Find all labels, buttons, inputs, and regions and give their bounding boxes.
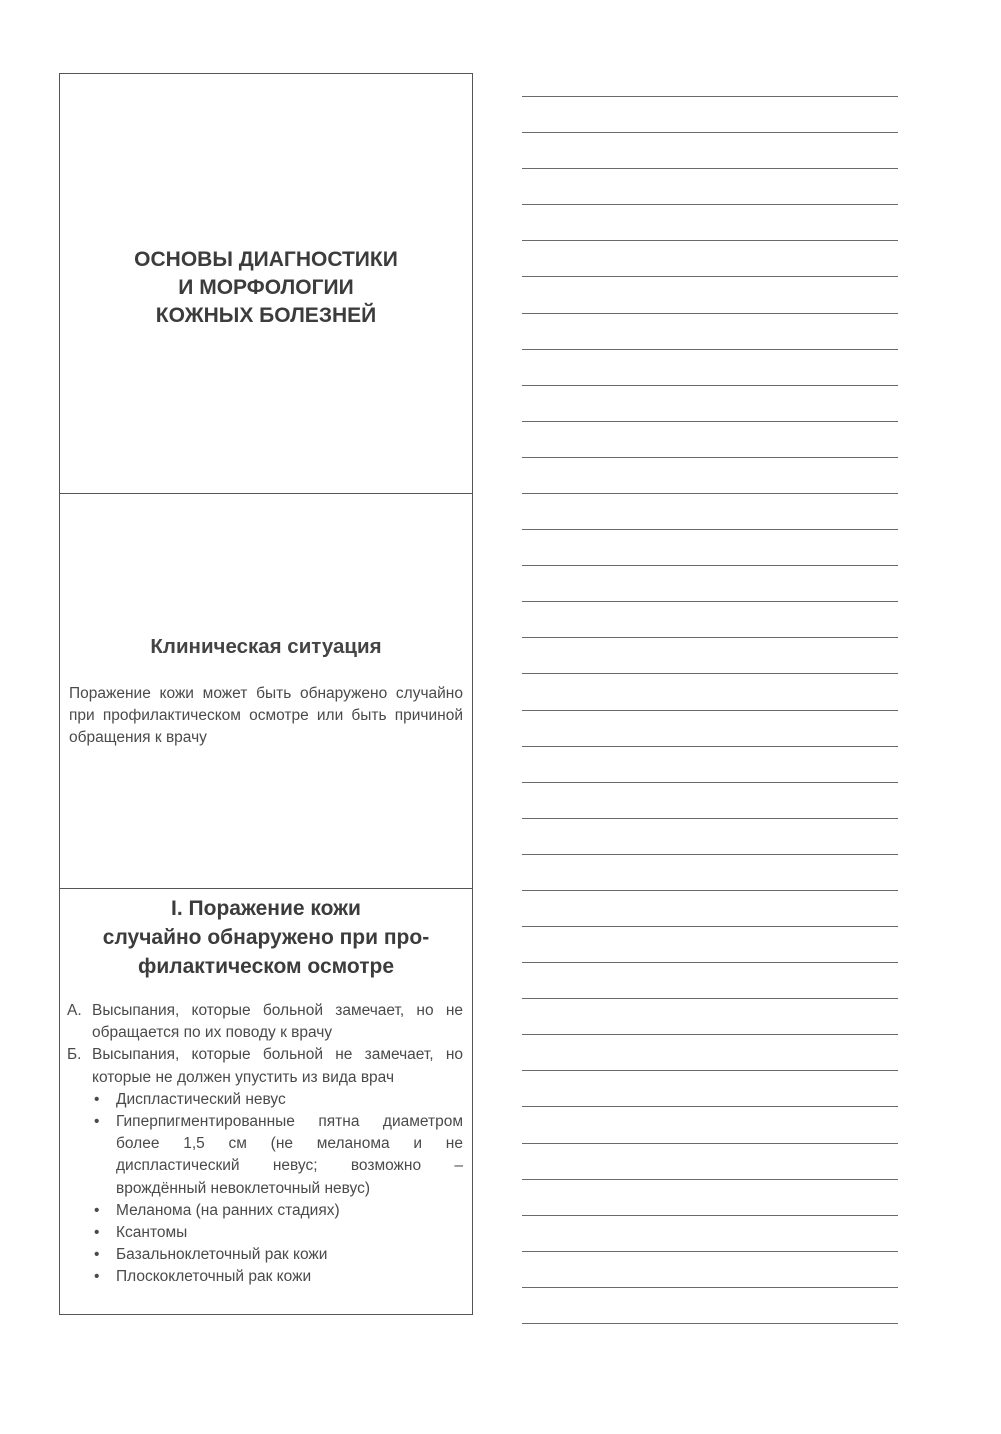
note-line xyxy=(522,565,898,566)
note-line xyxy=(522,1034,898,1035)
note-line xyxy=(522,313,898,314)
note-line xyxy=(522,1215,898,1216)
note-line xyxy=(522,276,898,277)
section-heading-line-1: I. Поражение кожи xyxy=(171,897,361,920)
list-item-b xyxy=(67,1044,463,1088)
note-line xyxy=(522,385,898,386)
note-line xyxy=(522,1143,898,1144)
note-line xyxy=(522,890,898,891)
bullet-icon: • xyxy=(94,1246,100,1264)
bullet-icon: • xyxy=(94,1090,100,1108)
title-card xyxy=(59,73,473,494)
bullet-text: Ксантомы xyxy=(116,1224,188,1242)
bullet-text: Плоскоклеточный рак кожи xyxy=(116,1268,312,1286)
note-line xyxy=(522,746,898,747)
bullet-text: Базальноклеточный рак кожи xyxy=(116,1246,328,1264)
bullet-text: Диспластический невус xyxy=(116,1090,286,1108)
note-line xyxy=(522,998,898,999)
notes-lines-area xyxy=(522,0,898,1434)
note-line xyxy=(522,204,898,205)
bullet-text: Гиперпигментированные пятна диаметром более 1,5 см (не меланома и не диспластический невус; возможно – врождённый невоклеточный невус) xyxy=(116,1113,463,1197)
note-line xyxy=(522,1251,898,1252)
bullet-item xyxy=(92,1244,463,1266)
note-line xyxy=(522,818,898,819)
note-line xyxy=(522,637,898,638)
bullet-icon: • xyxy=(94,1201,100,1219)
note-line xyxy=(522,782,898,783)
note-line xyxy=(522,1106,898,1107)
section-heading-line-2: случайно обнаружено при про- xyxy=(102,926,430,949)
note-line xyxy=(522,1179,898,1180)
clinical-situation-card xyxy=(59,493,473,889)
section-1-card xyxy=(59,888,473,1315)
clinical-situation-heading: Клиническая ситуация xyxy=(150,635,382,658)
item-text: Высыпания, которые больной не замечает, но которые не должен упустить из вида врач xyxy=(92,1046,463,1086)
note-line xyxy=(522,240,898,241)
page-title xyxy=(60,246,472,330)
note-line xyxy=(522,926,898,927)
note-line xyxy=(522,132,898,133)
note-line xyxy=(522,457,898,458)
note-line xyxy=(522,673,898,674)
title-line-2: И МОРФОЛОГИИ xyxy=(178,276,354,299)
bullet-item xyxy=(92,1222,463,1244)
list-item-a xyxy=(67,1000,463,1044)
clinical-situation-text: Поражение кожи может быть обнаружено случайно при профилактическом осмотре или быть причиной обращения к врачу xyxy=(69,685,463,746)
bullet-icon: • xyxy=(94,1224,100,1242)
bullet-item xyxy=(92,1089,463,1111)
item-marker: Б. xyxy=(67,1046,82,1064)
bullet-icon: • xyxy=(94,1113,100,1131)
note-line xyxy=(522,96,898,97)
title-line-3: КОЖНЫХ БОЛЕЗНЕЙ xyxy=(155,304,377,327)
note-line xyxy=(522,1323,898,1324)
section-1-body xyxy=(67,1000,463,1289)
bullet-text: Меланома (на ранних стадиях) xyxy=(116,1201,340,1219)
item-text: Высыпания, которые больной замечает, но не обращается по их поводу к врачу xyxy=(92,1002,463,1042)
note-line xyxy=(522,349,898,350)
section-heading-line-3: филактическом осмотре xyxy=(137,955,395,978)
note-line xyxy=(522,1287,898,1288)
title-line-1: ОСНОВЫ ДИАГНОСТИКИ xyxy=(134,248,398,271)
note-line xyxy=(522,710,898,711)
note-line xyxy=(522,421,898,422)
bullet-item xyxy=(92,1200,463,1222)
note-line xyxy=(522,1070,898,1071)
bullet-item xyxy=(92,1266,463,1288)
section-1-heading xyxy=(60,894,472,981)
note-line xyxy=(522,168,898,169)
bullet-list xyxy=(92,1089,463,1289)
note-line xyxy=(522,962,898,963)
item-marker: А. xyxy=(67,1002,82,1019)
note-line xyxy=(522,601,898,602)
note-line xyxy=(522,529,898,530)
note-line xyxy=(522,854,898,855)
note-line xyxy=(522,493,898,494)
bullet-item xyxy=(92,1111,463,1200)
bullet-icon: • xyxy=(94,1268,100,1286)
